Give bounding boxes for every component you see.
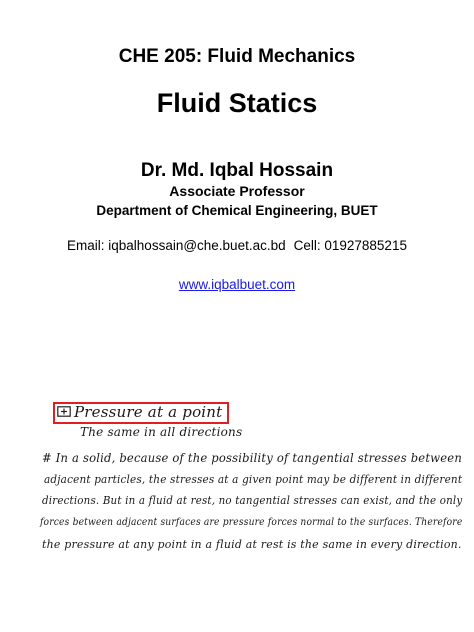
notes-line: directions. But in a fluid at rest, no tangential stresses can exist, and the only [42,494,463,507]
email-text: Email: iqbalhossain@che.buet.ac.bd [67,238,286,253]
website-line [0,277,474,292]
notes-line: forces between adjacent surfaces are pressure forces normal to the surfaces. Therefore [40,516,463,528]
course-title: CHE 205: Fluid Mechanics [118,46,356,67]
cell-text: Cell: 01927885215 [293,238,407,253]
author-position: Associate Professor [169,183,305,199]
note-bullet-icon [57,406,71,417]
notes-heading: Pressure at a point [74,403,223,421]
notes-line: # In a solid, because of the possibility of tangential stresses between [42,451,462,465]
contact-line [0,238,474,253]
website-link[interactable]: www.iqbalbuet.com [178,277,296,292]
author-department: Department of Chemical Engineering, BUET [96,203,378,218]
slide-title: Fluid Statics [156,88,318,118]
notes-line: adjacent particles, the stresses at a given point may be different in different [44,472,463,486]
author-name: Dr. Md. Iqbal Hossain [140,160,334,181]
notes-subheading: The same in all directions [80,425,243,439]
notes-line: the pressure at any point in a fluid at rest is the same in every direction. [42,538,462,551]
